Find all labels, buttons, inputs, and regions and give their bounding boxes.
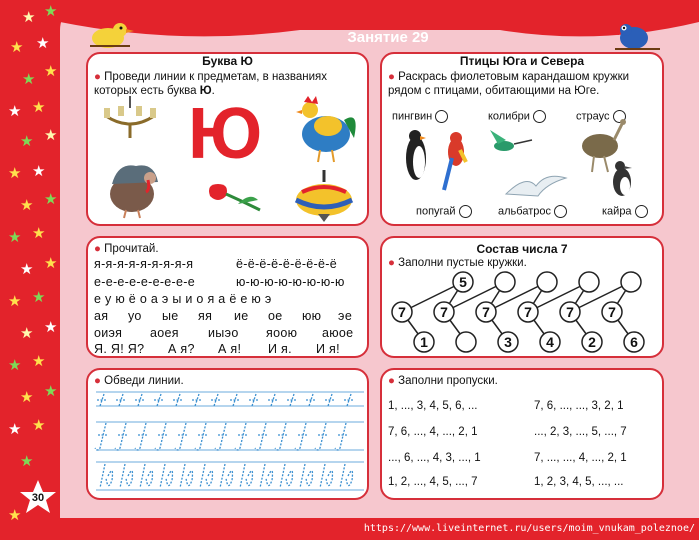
star-icon: ★ [44,382,58,400]
birds-panel-title: Птицы Юга и Севера [459,54,585,68]
big-letter: Ю [188,94,263,174]
guillemot-icon [613,161,632,196]
star-icon: ★ [44,190,58,208]
star-icon: ★ [32,416,46,434]
star-icon: ★ [32,98,46,116]
seven-circle-value: 7 [482,304,490,320]
albatross-icon [506,176,566,196]
workbook-page [60,0,699,518]
footer-url[interactable]: https://www.liveinternet.ru/users/moim_vnukam_poleznoe/ [363,523,695,534]
star-icon: ★ [8,506,22,524]
seven-circle-value: 7 [398,304,406,320]
seven-circle-value: 7 [608,304,616,320]
trace-stroke[interactable] [155,423,168,450]
star-icon: ★ [20,324,34,342]
trace-stroke[interactable] [249,394,259,406]
trace-stroke[interactable] [135,423,148,450]
top-circle[interactable] [579,272,599,292]
trace-stroke[interactable] [260,464,273,488]
star-icon: ★ [22,8,36,26]
trace-stroke[interactable] [116,394,126,406]
star-icon: ★ [20,388,34,406]
bird-label-albatross: альбатрос [498,205,567,218]
page-title: Занятие 29 [347,29,429,46]
trace-stroke[interactable] [195,423,208,450]
bottom-circle-value: 4 [546,334,554,350]
number-tree [382,238,666,360]
number-instruction: ● Заполни пустые кружки. [388,257,527,269]
top-circle-value: 5 [459,274,467,290]
star-icon: ★ [20,132,34,150]
top-circle[interactable] [495,272,515,292]
penguin-icon [406,130,426,180]
trace-stroke[interactable] [192,394,202,406]
seven-circle-value: 7 [524,304,532,320]
sequence-left-1: 1, ..., 3, 4, 5, 6, ... [388,400,478,412]
star-icon: ★ [36,34,50,52]
trace-stroke[interactable] [154,394,164,406]
trace-stroke[interactable] [300,464,313,488]
bottom-circle-value: 2 [588,334,596,350]
bird-label-hummingbird: колибри [488,110,546,123]
trace-stroke[interactable] [268,394,278,406]
trace-stroke[interactable] [287,394,297,406]
reading-instruction: ● Прочитай. [94,243,159,255]
trace-stroke[interactable] [215,423,228,450]
trace-stroke[interactable] [255,423,268,450]
tulip-icon [209,184,260,210]
bottom-circle-value: 3 [504,334,512,350]
trace-stroke[interactable] [135,394,145,406]
birds-instruction: ● Раскрась фиолетовым карандашом кружки рядом с птицами, обитающими на Юге. [388,71,630,97]
star-icon: ★ [8,356,22,374]
trace-stroke[interactable] [340,464,353,488]
star-icon: ★ [44,318,58,336]
sequence-right-1: 7, 6, ..., ..., 3, 2, 1 [534,400,624,412]
bottom-circle-value: 6 [630,334,638,350]
reading-row-1a: я-я-я-я-я-я-я-я-я [94,257,194,271]
bottom-circle-value: 1 [420,334,428,350]
chandelier-icon [104,96,156,138]
trace-stroke[interactable] [173,394,183,406]
page-number: 30 [31,492,45,504]
trace-stroke[interactable] [230,394,240,406]
star-icon: ★ [32,352,46,370]
instruction-letter: Ю [199,85,212,97]
trace-stroke[interactable] [335,423,348,450]
seven-circle-value: 7 [566,304,574,320]
reading-row-2a: е-е-е-е-е-е-е-е-е [94,275,195,289]
letter-instruction: ● Проведи линии к предметам, в названиях которых есть буква Ю. [94,71,327,97]
trace-stroke[interactable] [95,423,108,450]
star-icon: ★ [32,288,46,306]
trace-stroke[interactable] [200,464,213,488]
sequence-panel [380,368,664,500]
star-icon: ★ [8,102,22,120]
bird-label-guillemot: кайра [602,205,648,218]
reading-panel: ● Прочитай. я-я-я-я-я-я-я-я-я ё-ё-ё-ё-ё-ё-ё-ё-ё е-е-е-е-е-е-е-е-е ю-ю-ю-ю-ю-ю-ю-ю е у ю ё о а э ы и о я а ё е ю э ая уо ые яя ие ое юю эе оиэя аоея иыэо яоою аюое Я. Я! Я? А я? А я! И я. И я! [86,236,369,358]
spinning-top-icon [296,170,352,222]
star-icon: ★ [44,254,58,272]
seven-circle-value: 7 [440,304,448,320]
trace-stroke[interactable] [240,464,253,488]
tracing-panel [86,368,369,500]
trace-stroke[interactable] [211,394,221,406]
star-icon: ★ [44,2,58,20]
sequence-instruction: ● Заполни пропуски. [388,375,498,387]
trace-stroke[interactable] [315,423,328,450]
trace-stroke[interactable] [97,394,107,406]
bird-label-parrot: попугай [416,205,472,218]
bird-label-penguin: пингвин [392,110,448,123]
letter-pictures [88,54,371,228]
trace-stroke[interactable] [295,423,308,450]
star-icon: ★ [20,260,34,278]
trace-stroke[interactable] [180,464,193,488]
number-panel [380,236,664,358]
top-circle[interactable] [621,272,641,292]
trace-stroke[interactable] [235,423,248,450]
star-icon: ★ [32,224,46,242]
number-panel-title: Состав числа 7 [476,242,568,256]
star-icon: ★ [22,70,36,88]
trace-stroke[interactable] [344,394,354,406]
trace-stroke[interactable] [306,394,316,406]
birds-panel [380,52,664,226]
letter-panel [86,52,369,226]
star-icon: ★ [44,126,58,144]
trace-stroke[interactable] [280,464,293,488]
sequence-left-2: 7, 6, ..., 4, ..., 2, 1 [388,426,478,438]
sequence-left-3: ..., 6, ..., 4, 3, ..., 1 [388,452,481,464]
star-icon: ★ [44,62,58,80]
rooster-icon [296,96,356,162]
parrot-icon [444,132,466,190]
top-circle[interactable] [537,272,557,292]
star-icon: ★ [20,196,34,214]
bird-label-ostrich: страус [576,110,626,123]
star-icon: ★ [8,164,22,182]
sequence-right-3: 7, ..., ..., 4, ..., 2, 1 [534,452,627,464]
sequence-left-4: 1, 2, ..., 4, 5, ..., 7 [388,476,478,488]
trace-stroke[interactable] [140,464,153,488]
star-icon: ★ [20,452,34,470]
reading-row-2b: ю-ю-ю-ю-ю-ю-ю-ю [236,275,345,289]
bird-pictures [382,54,666,228]
trace-stroke[interactable] [325,394,335,406]
reading-row-3: е у ю ё о а э ы и о я а ё е ю э [94,292,272,306]
letter-panel-title: Буква Ю [202,54,253,68]
bottom-circle[interactable] [456,332,476,352]
sequence-right-4: 1, 2, 3, 4, 5, ..., ... [534,476,624,488]
star-icon: ★ [8,228,22,246]
tracing-instruction: ● Обведи линии. [94,375,184,387]
sequence-right-2: ..., 2, 3, ..., 5, ..., 7 [534,426,627,438]
star-icon: ★ [32,162,46,180]
trace-stroke[interactable] [100,464,113,488]
trace-stroke[interactable] [120,464,133,488]
trace-stroke[interactable] [320,464,333,488]
trace-stroke[interactable] [175,423,188,450]
turkey-icon [110,165,158,218]
tracing-lines[interactable] [88,370,371,502]
trace-stroke[interactable] [275,423,288,450]
trace-stroke[interactable] [220,464,233,488]
trace-stroke[interactable] [115,423,128,450]
hummingbird-icon [490,130,532,151]
star-icon: ★ [8,292,22,310]
trace-stroke[interactable] [160,464,173,488]
star-icon: ★ [8,420,22,438]
star-icon: ★ [10,38,24,56]
reading-row-1b: ё-ё-ё-ё-ё-ё-ё-ё-ё [236,257,337,271]
